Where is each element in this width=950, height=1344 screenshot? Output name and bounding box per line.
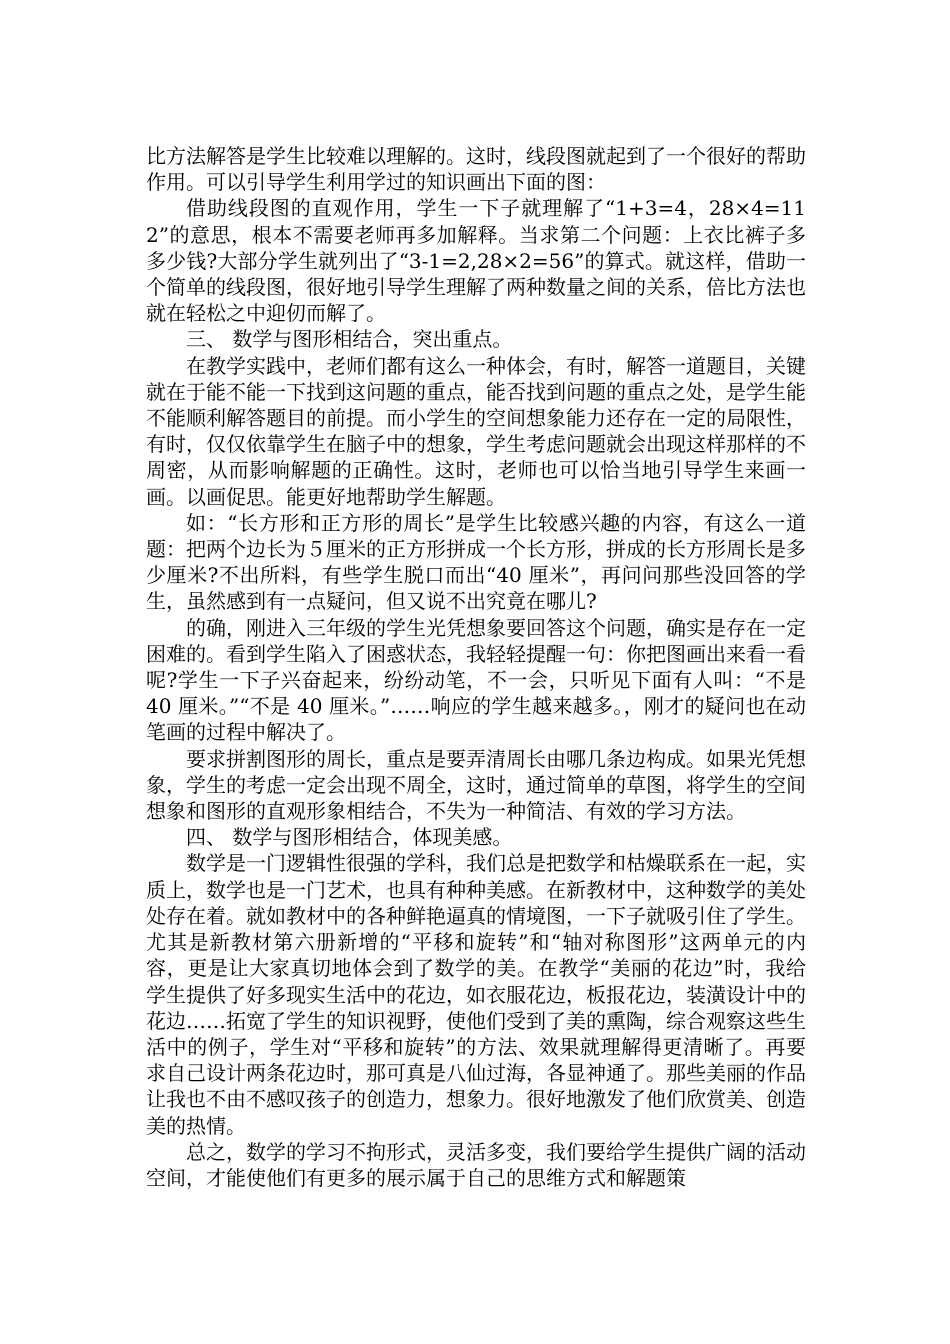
paragraph: 借助线段图的直观作用，学生一下子就理解了“1+3=4，28×4=112”的意思，根本不需要老师再多加解释。当求第二个问题：上衣比裤子多多少钱?大部分学生就列出了“3-1=2,28×2=56”的算式。就这样，借助一个简单的线段图，很好地引导学生理解了两种数量之间的关系，倍比方法也就在轻松之中迎仞而解了。 bbox=[146, 196, 806, 326]
document-body bbox=[146, 143, 806, 1191]
paragraph: 在教学实践中，老师们都有这么一种体会，有时，解答一道题目，关键就在于能不能一下找到这问题的重点，能否找到问题的重点之处，是学生能不能顺利解答题目的前提。而小学生的空间想象能力还存在一定的局限性，有时，仅仅依靠学生在脑子中的想象，学生考虑问题就会出现这样那样的不周密，从而影响解题的正确性。这时，老师也可以恰当地引导学生来画一画。以画促思。能更好地帮助学生解题。 bbox=[146, 353, 806, 509]
paragraph: 的确，刚进入三年级的学生光凭想象要回答这个问题，确实是存在一定困难的。看到学生陷入了困惑状态，我轻轻提醒一句：你把图画出来看一看呢?学生一下子兴奋起来，纷纷动笔，不一会，只听见下面有人叫：“不是 40 厘米。”“不是 40 厘米。”……响应的学生越来越多。，刚才的疑问也在动笔画的过程中解决了。 bbox=[146, 615, 806, 745]
paragraph: 总之，数学的学习不拘形式，灵活多变，我们要给学生提供广阔的活动空间，才能使他们有更多的展示属于自己的思维方式和解题策 bbox=[146, 1139, 806, 1190]
paragraph: 数学是一门逻辑性很强的学科，我们总是把数学和枯燥联系在一起，实质上，数学也是一门艺术，也具有种种美感。在新教材中，这种数学的美处处存在着。就如教材中的各种鲜艳逼真的情境图，一下子就吸引住了学生。尤其是新教材第六册新增的“平移和旋转”和“轴对称图形”这两单元的内容，更是让大家真切地体会到了数学的美。在教学“美丽的花边”时，我给学生提供了好多现实生活中的花边，如衣服花边，板报花边，装潢设计中的花边……拓宽了学生的知识视野，使他们受到了美的熏陶，综合观察这些生活中的例子，学生对“平移和旋转”的方法、效果就理解得更清晰了。再要求自己设计两条花边时，那可真是八仙过海，各显神通了。那些美丽的作品让我也不由不感叹孩子的创造力，想象力。很好地激发了他们欣赏美、创造美的热情。 bbox=[146, 851, 806, 1138]
paragraph: 如：“长方形和正方形的周长”是学生比较感兴趣的内容，有这么一道题：把两个边长为５厘米的正方形拼成一个长方形，拼成的长方形周长是多少厘米?不出所料，有些学生脱口而出“40 厘米”，再问问那些没回答的学生，虽然感到有一点疑问，但又说不出究竟在哪儿? bbox=[146, 510, 806, 614]
section-heading: 四、 数学与图形相结合，体现美感。 bbox=[186, 825, 513, 850]
paragraph: 要求拼割图形的周长，重点是要弄清周长由哪几条边构成。如果光凭想象，学生的考虑一定会出现不周全，这时，通过简单的草图，将学生的空间想象和图形的直观形象相结合，不失为一种简洁、有效的学习方法。 bbox=[146, 746, 806, 824]
section-heading: 三、 数学与图形相结合，突出重点。 bbox=[186, 327, 513, 352]
paragraph: 比方法解答是学生比较难以理解的。这时，线段图就起到了一个很好的帮助作用。可以引导学生利用学过的知识画出下面的图： bbox=[146, 144, 806, 195]
